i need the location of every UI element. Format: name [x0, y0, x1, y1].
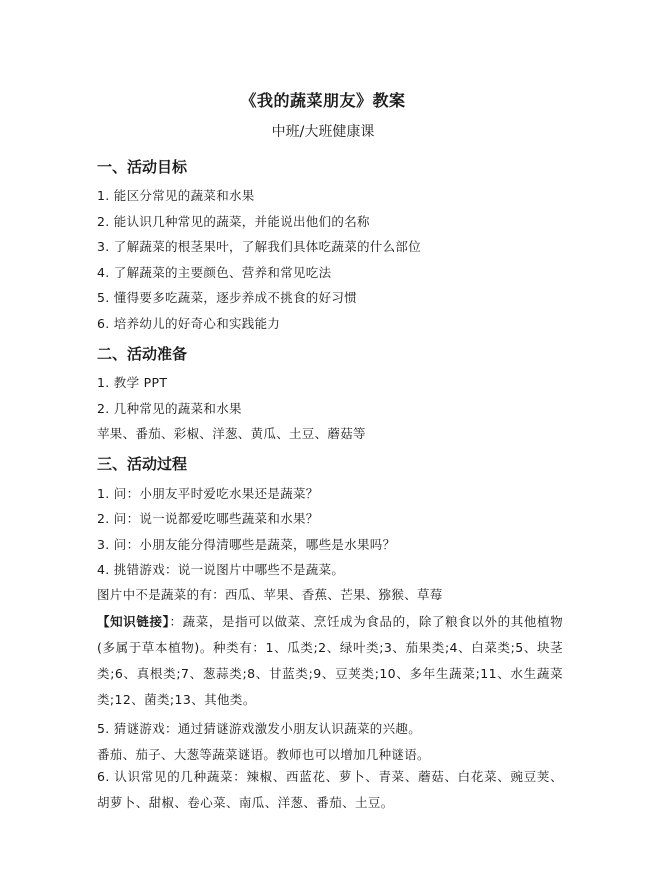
- knowledge-link-text: ：蔬菜，是指可以做菜、烹饪成为食品的，除了粮食以外的其他植物(多属于草本植物)。种类有：1、瓜类;2、绿叶类;3、茄果类;4、白菜类;5、块茎类;6、真根类;7、葱蒜类;8、甘蓝类;9、豆荚类;10、多年生蔬菜;11、水生蔬菜类;12、菌类;13、其他类。: [97, 614, 563, 707]
- process-item: 1. 问：小朋友平时爱吃水果还是蔬菜？: [97, 486, 319, 501]
- goal-item: 4. 了解蔬菜的主要颜色、营养和常见吃法: [97, 265, 332, 280]
- process-item: 图片中不是蔬菜的有：西瓜、苹果、香蕉、芒果、猕猴、草莓: [97, 587, 443, 602]
- page-title: 《我的蔬菜朋友》教案: [240, 91, 406, 110]
- page-subtitle: 中班/大班健康课: [271, 124, 375, 140]
- knowledge-link-label: 【知识链接】: [97, 614, 170, 629]
- process-item: 番茄、茄子、大葱等蔬菜谜语。教师也可以增加几种谜语。: [97, 747, 430, 762]
- process-item: 3. 问：小朋友能分得清哪些是蔬菜，哪些是水果吗？: [97, 537, 396, 552]
- goal-item: 3. 了解蔬菜的根茎果叶，了解我们具体吃蔬菜的什么部位: [97, 239, 422, 254]
- section-heading-goals: 一、活动目标: [97, 158, 188, 176]
- goal-item: 6. 培养幼儿的好奇心和实践能力: [97, 316, 281, 331]
- knowledge-link-paragraph: [97, 609, 563, 713]
- process-item: 4. 挑错游戏：说一说图片中哪些不是蔬菜。: [97, 562, 345, 577]
- goal-item: 2. 能认识几种常见的蔬菜，并能说出他们的名称: [97, 214, 370, 229]
- section-heading-prep: 二、活动准备: [97, 345, 188, 363]
- prep-item: 1. 教学 PPT: [97, 375, 168, 390]
- section-heading-process: 三、活动过程: [97, 455, 188, 473]
- prep-item: 2. 几种常见的蔬菜和水果: [97, 401, 242, 416]
- process-item: 5. 猜谜游戏：通过猜谜游戏激发小朋友认识蔬菜的兴趣。: [97, 721, 422, 736]
- goal-item: 5. 懂得要多吃蔬菜，逐步养成不挑食的好习惯: [97, 290, 358, 305]
- prep-item: 苹果、番茄、彩椒、洋葱、黄瓜、土豆、蘑菇等: [97, 426, 366, 441]
- vegetables-paragraph: 6. 认识常见的几种蔬菜：辣椒、西蓝花、萝卜、青菜、蘑菇、白花菜、豌豆荚、胡萝卜、甜椒、卷心菜、南瓜、洋葱、番茄、土豆。: [97, 769, 563, 810]
- process-item: 2. 问：说一说都爱吃哪些蔬菜和水果？: [97, 511, 319, 526]
- goal-item: 1. 能区分常见的蔬菜和水果: [97, 188, 255, 203]
